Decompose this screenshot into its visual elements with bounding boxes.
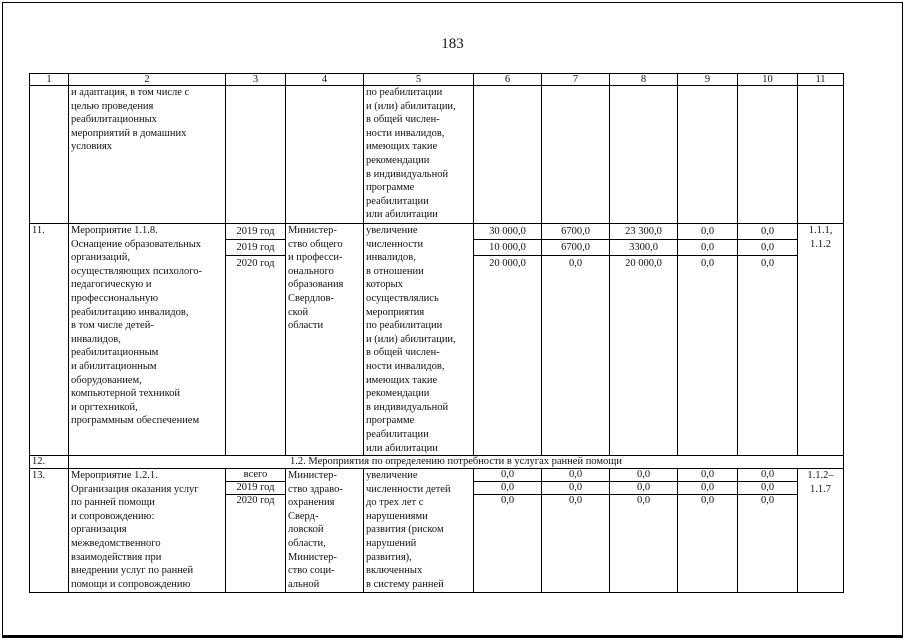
- header-cell: 9: [678, 74, 738, 86]
- year-cell: [226, 86, 286, 224]
- year-label: всего: [226, 469, 285, 482]
- executor-text: Министер- ство общего и професси- онального образования Свердлов- ской области: [286, 224, 364, 456]
- header-cell: 4: [286, 74, 364, 86]
- section-row: [30, 456, 844, 469]
- value-cell: [474, 86, 542, 224]
- indicator-text: увеличение численности инвалидов, в отношении которых осуществлялись мероприятия по реабилитации и (или) абилитации, в общей числен- ности инвалидов, имеющих такие рекомендации в индивидуальной программе реабилитации или абилитации: [364, 224, 474, 456]
- value: 20 000,0: [625, 258, 662, 269]
- row-number: 12.: [30, 456, 69, 469]
- value: 0,0: [760, 495, 775, 507]
- year-label: 2019 год: [226, 240, 285, 256]
- year-cell: [226, 224, 286, 456]
- value: 0,0: [678, 240, 737, 256]
- value: 0,0: [568, 495, 583, 507]
- table-row: [30, 86, 844, 224]
- value: 20 000,0: [489, 258, 526, 269]
- table-row: [30, 469, 844, 593]
- year-label: 2020 год: [236, 495, 275, 507]
- value: 0,0: [700, 258, 715, 269]
- year-label: 2020 год: [236, 258, 275, 269]
- year-label: 2019 год: [226, 224, 285, 240]
- section-title: 1.2. Мероприятия по определению потребности в услугах ранней помощи: [69, 456, 844, 469]
- value-cell: [678, 224, 738, 456]
- header-cell: 7: [542, 74, 610, 86]
- value: 0,0: [474, 482, 541, 495]
- value: 0,0: [474, 469, 541, 482]
- value: 0,0: [678, 469, 737, 482]
- year-label: 2019 год: [226, 482, 285, 495]
- year-cell: [226, 469, 286, 593]
- value-cell: [542, 469, 610, 593]
- value: 6700,0: [542, 224, 609, 240]
- value-cell: [610, 469, 678, 593]
- value: 0,0: [500, 495, 515, 507]
- measure-title: и адаптация, в том числе с целью проведения реабилитационных мероприятий в домашних условиях: [69, 86, 226, 224]
- value-cell: [738, 469, 798, 593]
- value-cell: [474, 469, 542, 593]
- value-cell: [678, 469, 738, 593]
- value: 0,0: [760, 258, 775, 269]
- executor-cell: [286, 86, 364, 224]
- value-cell: [610, 224, 678, 456]
- measure-title: Мероприятие 1.2.1. Организация оказания услуг по ранней помощи и сопровождению: организация межведомственного взаимодействия при внедрении услуг по ранней помощи и сопровождению: [69, 469, 226, 593]
- value-cell: [610, 86, 678, 224]
- value: 0,0: [610, 482, 677, 495]
- value: 0,0: [678, 482, 737, 495]
- header-cell: 10: [738, 74, 798, 86]
- row-number: [30, 86, 69, 224]
- indicator-text: увеличение численности детей до трех лет с нарушениями развития (риском нарушений развития), включенных в систему ранней: [364, 469, 474, 593]
- value: 0,0: [636, 495, 651, 507]
- value: 30 000,0: [474, 224, 541, 240]
- target-index: 1.1.2– 1.1.7: [798, 469, 844, 593]
- target-index-cell: [798, 86, 844, 224]
- value-cell: [542, 86, 610, 224]
- value-cell: [678, 86, 738, 224]
- value: 0,0: [738, 469, 797, 482]
- header-cell: 1: [30, 74, 69, 86]
- header-cell: 2: [69, 74, 226, 86]
- header-cell: 5: [364, 74, 474, 86]
- header-cell: 11: [798, 74, 844, 86]
- value: 0,0: [700, 495, 715, 507]
- value-cell: [738, 86, 798, 224]
- value: 0,0: [678, 224, 737, 240]
- executor-text: Министер- ство здраво- охранения Сверд- ловской области, Министер- ство соци- альной: [286, 469, 364, 593]
- page-number: 183: [441, 36, 464, 52]
- value: 0,0: [610, 469, 677, 482]
- value: 23 300,0: [610, 224, 677, 240]
- indicator-text: по реабилитации и (или) абилитации, в общей числен- ности инвалидов, имеющих такие рекомендации в индивидуальной программе реабилитации или абилитации: [364, 86, 474, 224]
- table-row: [30, 224, 844, 456]
- value-cell: [738, 224, 798, 456]
- header-cell: 8: [610, 74, 678, 86]
- value: 0,0: [568, 258, 583, 269]
- value: 6700,0: [542, 240, 609, 256]
- value: 0,0: [738, 240, 797, 256]
- target-index: 1.1.1, 1.1.2: [798, 224, 844, 456]
- row-number: 13.: [30, 469, 69, 593]
- value: 0,0: [738, 224, 797, 240]
- row-number: 11.: [30, 224, 69, 456]
- value: 10 000,0: [474, 240, 541, 256]
- header-row: [30, 74, 844, 86]
- measure-title: Мероприятие 1.1.8. Оснащение образовательных организаций, осуществляющих психолого- педагогическую и профессиональную реабилитацию инвалидов, в том числе детей- инвалидов, реабилитационным и абилитационным оборудованием, компьютерной техникой и оргтехникой, программным обеспечением: [69, 224, 226, 456]
- measures-table: [29, 73, 844, 593]
- value: 0,0: [738, 482, 797, 495]
- header-cell: 3: [226, 74, 286, 86]
- value: 0,0: [542, 469, 609, 482]
- value-cell: [542, 224, 610, 456]
- header-cell: 6: [474, 74, 542, 86]
- value: 0,0: [542, 482, 609, 495]
- value: 3300,0: [610, 240, 677, 256]
- value-cell: [474, 224, 542, 456]
